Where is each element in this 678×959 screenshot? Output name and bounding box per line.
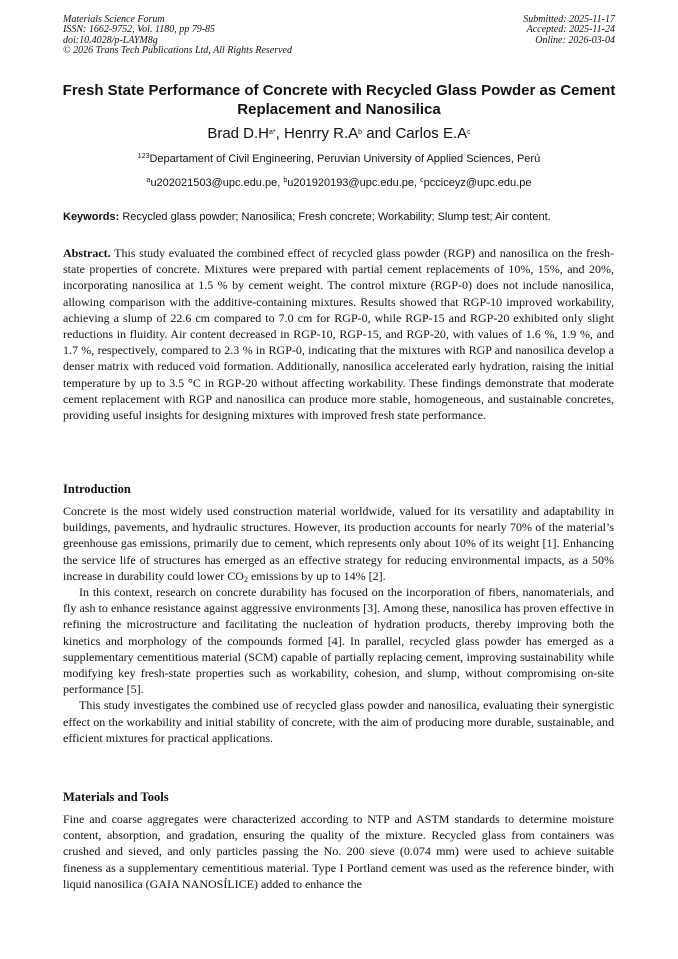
author-affiliation-mark: c	[467, 129, 471, 136]
email-address: u202021503@upc.edu.pe	[150, 177, 278, 189]
author-separator: and	[362, 125, 396, 142]
email-separator: ,	[277, 177, 284, 189]
email-address: pcciceyz@upc.edu.pe	[423, 177, 532, 189]
author-affiliation-mark: b	[358, 129, 363, 136]
author-name: Henrry R.A	[283, 125, 359, 142]
intro-paragraph-text: Concrete is the most widely used construction material worldwide, valued for its versatility and adaptability in buildings, pavements, and hydraulic structures. However, its production accounts for nearly 70% of the material’s greenhouse gas emissions, primarily due to cement, which represents only about 10% of its weight [1]. Enhancing the service life of structures has emerged as an effective strategy for reducing environmental impacts, as a 50% increase in durability could lower CO	[63, 504, 614, 583]
keywords-text: Recycled glass powder; Nanosilica; Fresh concrete; Workability; Slump test; Air content.	[122, 211, 551, 223]
intro-paragraph-text: emissions by up to 14% [2].	[247, 568, 386, 583]
accepted-date: Accepted: 2025-11-24	[526, 24, 615, 36]
intro-paragraph: This study investigates the combined use of recycled glass powder and nanosilica, evaluating their synergistic effect on the workability and initial stability of concrete, with the aim of producing more durable, sustainable, and efficient mixtures for practical applications.	[63, 698, 614, 745]
paper-title: Fresh State Performance of Concrete with Recycled Glass Powder as Cement Replacement and Nanosilica	[62, 82, 616, 118]
online-date: Online: 2026-03-04	[535, 34, 615, 46]
keywords-label: Keywords:	[63, 211, 120, 223]
journal-name: Materials Science Forum	[63, 14, 165, 25]
email-mark: b	[283, 177, 288, 184]
author-list	[40, 124, 638, 144]
affiliation-mark: 123	[137, 153, 150, 160]
introduction-heading: Introduction	[63, 482, 131, 496]
abstract-text: This study evaluated the combined effect of recycled glass powder (RGP) and nanosilica on the fresh-state properties of concrete. Mixtures were prepared with partial cement replacements of 10%, 15%, and 20%, incorporating nanosilica at 1.5 % by cement weight. The control mixture (RGP-0) does not include nanosilica, allowing comparison with the additive-containing mixtures. Results showed that RGP-10 improved workability, achieving a slump of 22.6 cm compared to 7.0 cm for RGP-0, while RGP-15 and RGP-20 exhibited only slight reductions in fluidity. Air content decreased in RGP-10, RGP-15, and RGP-20, with values of 1.6 %, 1.9 %, and 1.7 %, respectively, compared to 2.3 % in RGP-0, indicating that the mixtures with RGP and nanosilica develop a denser matrix with reduced void formation. Additionally, nanosilica accelerated early hydration, raising the initial temperature by up to 3.5 °C in RGP-20 without affecting workability. These findings demonstrate that moderate cement replacement with RGP and nanosilica can produce more stable, homogeneous, and sustainable concretes, providing useful insights for designing mixtures with improved fresh state performance.	[63, 246, 614, 423]
author-emails	[40, 176, 638, 190]
email-mark: a	[146, 177, 151, 184]
introduction-body	[63, 503, 614, 746]
materials-paragraph: Fine and coarse aggregates were characterized according to NTP and ASTM standards to determine moisture content, absorption, and gradation, ensuring the quality of the mixture. Recycled glass from containers was crushed and sieved, and only particles passing the No. 200 sieve (0.074 mm) were used to achieve suitable fineness as a supplementary cementitious material. Type I Portland cement was used as the reference binder, with liquid nanosilica (GAIA NANOSÍLICE) added to enhance the	[63, 812, 614, 891]
author-name: Brad D.H	[207, 125, 270, 142]
author-separator: ,	[275, 125, 284, 142]
author-name: Carlos E.A	[395, 125, 468, 142]
publication-dates	[523, 15, 615, 46]
materials-body	[63, 811, 614, 892]
doi-line: doi:10.4028/p-LAYM8g	[63, 34, 158, 46]
email-separator: ,	[414, 177, 421, 189]
author-affiliation-mark: a*	[269, 129, 276, 136]
issn-line: ISSN: 1662-9752, Vol. 1180, pp 79-85	[63, 24, 216, 36]
keywords	[63, 210, 623, 224]
intro-paragraph	[63, 503, 614, 584]
submitted-date: Submitted: 2025-11-17	[523, 14, 615, 25]
email-mark: c	[420, 177, 424, 184]
journal-info	[63, 15, 292, 57]
abstract-label: Abstract.	[63, 246, 111, 260]
abstract	[63, 245, 614, 423]
affiliation	[40, 152, 638, 166]
co2-subscript: 2	[243, 574, 248, 584]
affiliation-text: Departament of Civil Engineering, Peruvian University of Applied Sciences, Perú	[149, 153, 541, 165]
copyright-line: © 2026 Trans Tech Publications Ltd, All Rights Reserved	[63, 45, 292, 57]
email-address: u201920193@upc.edu.pe	[287, 177, 415, 189]
intro-paragraph: In this context, research on concrete durability has focused on the incorporation of fibers, nanomaterials, and fly ash to enhance resistance against aggressive environments [3]. Among these, nanosilica has proven effective in refining the microstructure and facilitating the nucleation of hydration products, thereby improving both the kinetics and morphology of the compounds formed [4]. In parallel, recycled glass powder has emerged as a supplementary cementitious material (SCM) capable of partially replacing cement, improving sustainability while modifying key fresh-state properties such as workability, cohesion, and slump, without compromising on-site performance [5].	[63, 585, 614, 697]
materials-heading: Materials and Tools	[63, 790, 169, 804]
